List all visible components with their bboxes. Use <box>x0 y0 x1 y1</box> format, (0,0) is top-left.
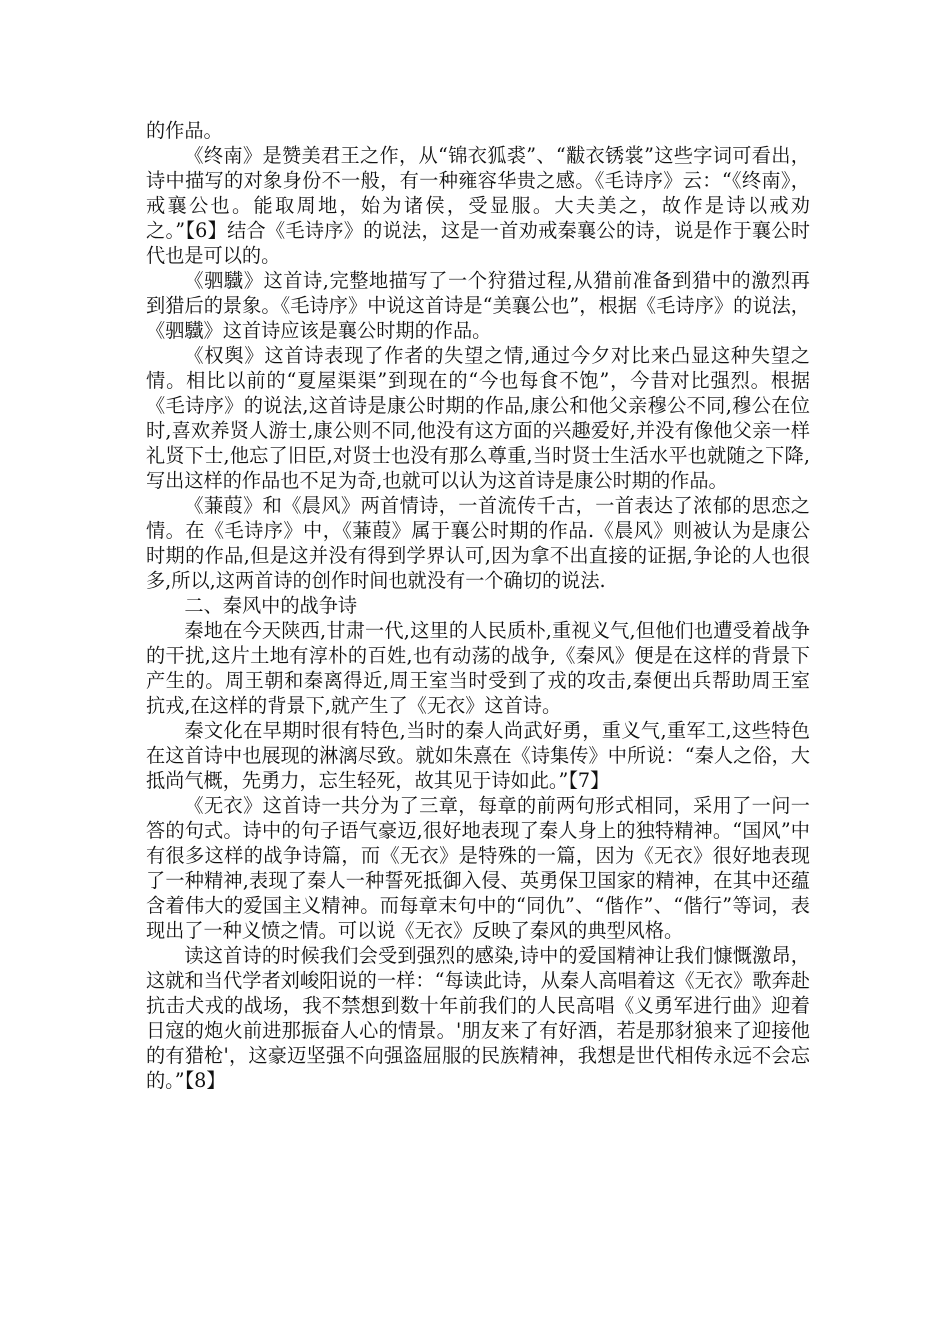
paragraph: 读这首诗的时候我们会受到强烈的感染,诗中的爱国精神让我们慷慨激昂，这就和当代学者刘峻阳说的一样：“每读此诗，从秦人高唱着这《无衣》歌奔赴抗击犬戎的战场，我不禁想到数十年前我们的人民高唱《义勇军进行曲》迎着日寇的炮火前进那振奋人心的情景。'朋友来了有好酒，若是那豺狼来了迎接他的有猎枪'，这豪迈坚强不向强盗屈服的民族精神，我想是世代相传永远不会忘的。”【8】 <box>146 944 810 1092</box>
paragraph: 《权舆》这首诗表现了作者的失望之情,通过今夕对比来凸显这种失望之情。相比以前的“夏屋渠渠”到现在的“今也每食不饱”，今昔对比强烈。根据《毛诗序》的说法,这首诗是康公时期的作品,康公和他父亲穆公不同,穆公在位时,喜欢养贤人游士,康公则不同,他没有这方面的兴趣爱好,并没有像他父亲一样礼贤下士,他忘了旧臣,对贤士也没有那么尊重,当时贤士生活水平也就随之下降,写出这样的作品也不足为奇,也就可以认为这首诗是康公时期的作品。 <box>146 344 810 492</box>
paragraph: 秦地在今天陕西,甘肃一代,这里的人民质朴,重视义气,但他们也遭受着战争的干扰,这片土地有淳朴的百姓,也有动荡的战争,《秦风》便是在这样的背景下产生的。周王朝和秦离得近,周王室当时受到了戎的攻击,秦便出兵帮助周王室抗戎,在这样的背景下,就产生了《无衣》这首诗。 <box>146 619 810 717</box>
document-page <box>146 118 810 1093</box>
paragraph: 的作品。 <box>146 119 223 142</box>
paragraph: 《蒹葭》和《晨风》两首情诗，一首流传千古，一首表达了浓郁的思恋之情。在《毛诗序》中，《蒹葭》属于襄公时期的作品.《晨风》则被认为是康公时期的作品,但是这并没有得到学界认可,因为拿不出直接的证据,争论的人也很多,所以,这两首诗的创作时间也就没有一个确切的说法. <box>146 494 810 592</box>
section-heading: 二、秦风中的战争诗 <box>184 594 358 617</box>
paragraph: 秦文化在早期时很有特色,当时的秦人尚武好勇，重义气,重军工,这些特色在这首诗中也展现的淋漓尽致。就如朱熹在《诗集传》中所说：“秦人之俗，大抵尚气概，先勇力，忘生轻死，故其见于诗如此。”【7】 <box>146 719 810 792</box>
paragraph: 《无衣》这首诗一共分为了三章，每章的前两句形式相同，采用了一问一答的句式。诗中的句子语气豪迈,很好地表现了秦人身上的独特精神。“国风”中有很多这样的战争诗篇，而《无衣》是特殊的一篇，因为《无衣》很好地表现了一种精神,表现了秦人一种誓死抵御入侵、英勇保卫国家的精神，在其中还蕴含着伟大的爱国主义精神。而每章末句中的“同仇”、“偕作”、“偕行”等词，表现出了一种义愤之情。可以说《无衣》反映了秦风的典型风格。 <box>146 794 810 942</box>
paragraph: 《终南》是赞美君王之作，从“锦衣狐裘”、“黻衣锈裳”这些字词可看出，诗中描写的对象身份不一般，有一种雍容华贵之感。《毛诗序》云：“《终南》，戒襄公也。能取周地，始为诸侯，受显服。大夫美之，故作是诗以戒劝之。”【6】结合《毛诗序》的说法，这是一首劝戒秦襄公的诗，说是作于襄公时代也是可以的。 <box>146 144 810 267</box>
paragraph: 《驷驖》这首诗,完整地描写了一个狩猎过程,从猎前准备到猎中的激烈再到猎后的景象。《毛诗序》中说这首诗是“美襄公也”，根据《毛诗序》的说法，《驷驖》这首诗应该是襄公时期的作品。 <box>146 269 810 342</box>
